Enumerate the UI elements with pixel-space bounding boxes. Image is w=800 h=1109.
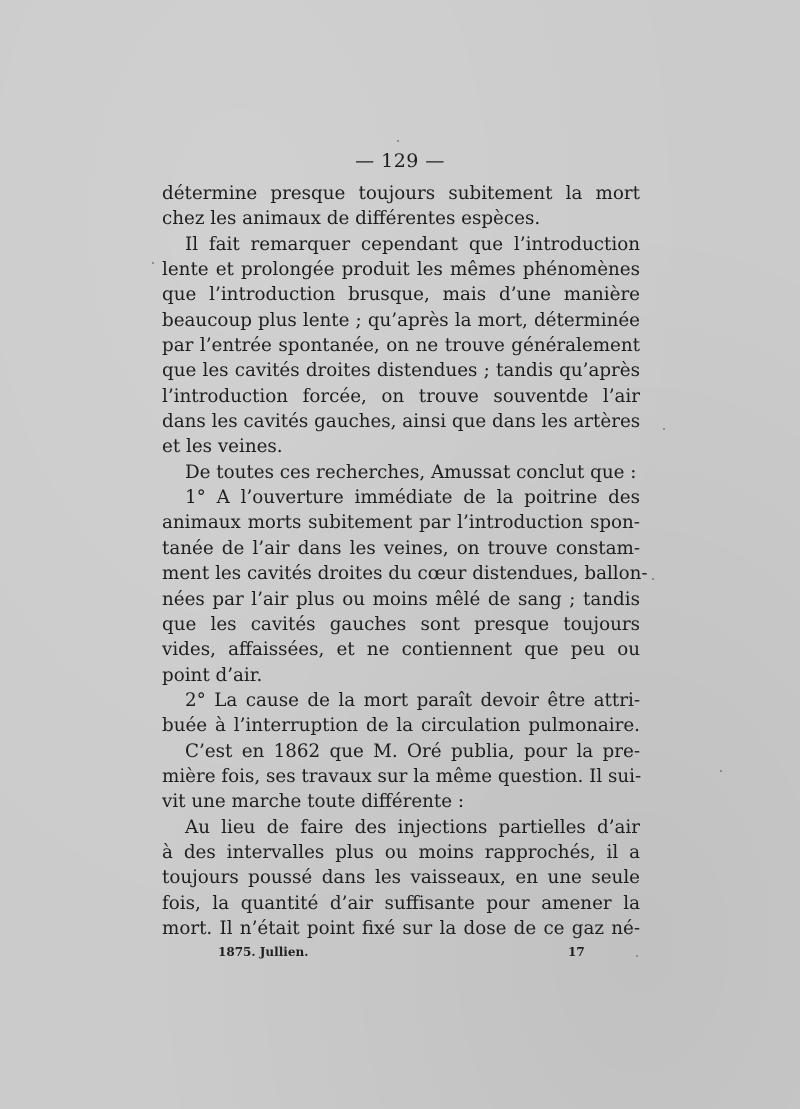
text-line: ment les cavités droites du cœur distendues, ballon- [162, 563, 648, 585]
text-line: nées par l’air plus ou moins mêlé de sang ; tandis [162, 588, 640, 610]
text-line: vit une marche toute différente : [162, 791, 465, 813]
text-line: Au lieu de faire des injections partielles d’air [185, 816, 640, 838]
text-line: et les veines. [162, 436, 283, 458]
text-line: dans les cavités gauches, ainsi que dans les artères [162, 411, 641, 433]
text-line: l’introduction forcée, on trouve souventde l’air [162, 385, 640, 407]
printer-signature: 1875. Jullien. [218, 945, 309, 959]
text-line: par l’entrée spontanée, on ne trouve généralement [162, 335, 640, 357]
body-text [162, 181, 648, 941]
text-line: point d’air. [162, 664, 263, 686]
paper-speck [663, 428, 665, 430]
signature-mark: 17 [568, 945, 585, 959]
paper-speck [720, 770, 722, 772]
text-line: détermine presque toujours subitement la mort [162, 183, 640, 204]
page-number-header: — 129 — [355, 150, 445, 172]
text-line: vides, affaissées, et ne contiennent que peu ou [162, 639, 640, 661]
paper-speck [636, 955, 638, 957]
text-line: tanée de l’air dans les veines, on trouve constam- [162, 537, 640, 559]
text-line: chez les animaux de différentes espèces. [162, 208, 541, 230]
text-line: toujours poussé dans les vaisseaux, en une seule [162, 867, 640, 889]
text-line: De toutes ces recherches, Amussat conclut que : [185, 461, 637, 483]
text-line: 2° La cause de la mort paraît devoir être attri- [185, 689, 640, 711]
paper-speck [652, 578, 654, 580]
paper-speck [152, 262, 154, 264]
paper-speck [397, 140, 399, 142]
text-line: buée à l’interruption de la circulation pulmonaire. [162, 715, 640, 737]
text-line: mière fois, ses travaux sur la même question. Il sui- [162, 765, 642, 787]
text-line: beaucoup plus lente ; qu’après la mort, déterminée [162, 309, 640, 331]
text-line: Il fait remarquer cependant que l’introduction [185, 233, 640, 255]
text-line: lente et prolongée produit les mêmes phénomènes [162, 259, 640, 281]
text-line: fois, la quantité d’air suffisante pour amener la [162, 892, 640, 914]
text-line: mort. Il n’était point fixé sur la dose de ce gaz né- [162, 917, 640, 939]
text-line: que les cavités droites distendues ; tandis qu’après [162, 360, 640, 382]
text-line: animaux morts subitement par l’introduction spon- [162, 512, 640, 534]
text-line: que l’introduction brusque, mais d’une manière [162, 284, 640, 306]
text-line: 1° A l’ouverture immédiate de la poitrine des [185, 487, 640, 509]
text-line: que les cavités gauches sont presque toujours [162, 613, 640, 635]
text-line: C’est en 1862 que M. Oré publia, pour la pre- [185, 740, 640, 762]
text-line: à des intervalles plus ou moins rapprochés, il a [162, 841, 640, 863]
